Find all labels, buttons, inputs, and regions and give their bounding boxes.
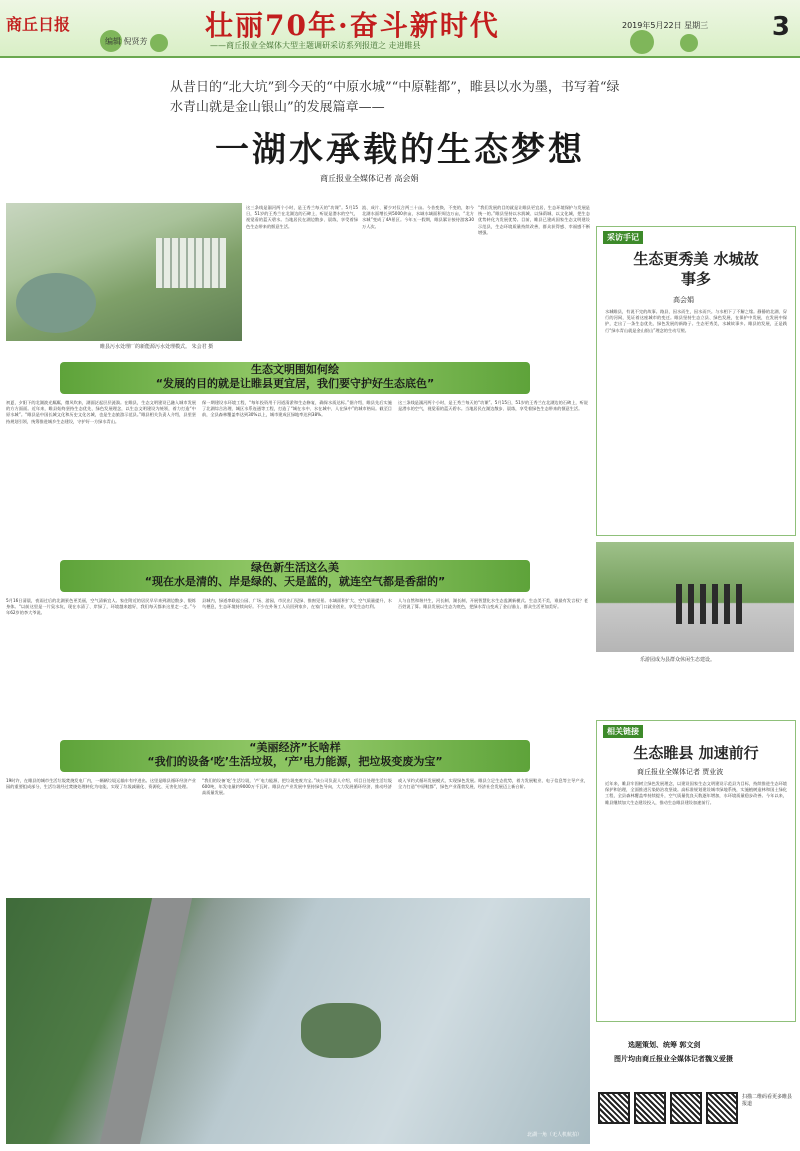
- tree-decoration: [150, 34, 168, 52]
- section-3-title: “美丽经济”长啥样: [249, 741, 341, 754]
- related-link-text: 近年来，睢县牢固树立绿色发展理念，以建设国家生态文明建设示范县为目标，持续推进生态环境保护和治理，全面推进污染防治攻坚战。高标准规划建设城市绿地系统，实施植树造林和国土绿化工程，全县森林覆盖率持续提升，空气质量优良天数逐年增加，水环境质量稳步改善。今年以来，睢县继续加大生态建设投入，推动生态睢县建设加速前行。: [605, 781, 787, 805]
- page-number: 3: [771, 12, 790, 42]
- section-3-quote: “我们的设备‘吃’生活垃圾，‘产’电力能源，把垃圾变废为宝”: [147, 755, 443, 768]
- sec2-column-mid: 县城内，绿道串联起公园、广场、游园，市民出门见绿、推窗见景。水域面积扩大、空气质量提升，水鸟栖息，生态环境持续向好。不少在外务工人员回到家乡，在家门口就业创业，享受生态红利。: [202, 598, 392, 610]
- newspaper-logo: 商丘日报: [6, 15, 71, 34]
- island-shape: [301, 1003, 381, 1058]
- tree-decoration: [630, 30, 654, 54]
- sec2-column-left: 5月16日清晨，夜雨过后的北湖景色更美丽，空气清新宜人。家住附近的居民早早来到湖边散步、锻炼身体。“以前这里是一片臭水坑，现在水清了、岸绿了，环境越来越好，我们每天都来这里走一走。”今年62岁的李大爷说。: [6, 598, 196, 616]
- qr-code-4[interactable]: [706, 1092, 738, 1124]
- interview-notes-title: 生态更秀美 水城故事多: [633, 250, 759, 288]
- section-2-quote: “现在水是清的、岸是绿的、天是蓝的，就连空气都是香甜的”: [144, 575, 446, 588]
- top-column-1: 这三条线是溺河两个小时，是王秀兰每天的“功课”。5月15日，51岁的王秀兰在北湖边的石碑上，听说是潜水的空气，视觉看的蓝天碧水。当地居民在湖边散步、晨练，享受着绿色生态带来的惬意生活。: [246, 205, 358, 229]
- river-shape: [16, 273, 96, 333]
- sec2-column-right: 人与自然和谐共生，河长制、湖长制，开展智慧化水生态监测新模式。生态美不美，谁最有发言权？老百姓说了算。睢县发展以生态为底色，把绿水青山变成了金山银山，群众生活更加美好。: [398, 598, 588, 610]
- series-subtitle: ——商丘报业全媒体大型主题调研采访系列报道之 走进睢县: [210, 41, 421, 50]
- sec1-column-mid: 保一期建设水环境工程，“每年投资用于河道清淤和生态修复，确保水质达标。”据介绍，睢县先后实施了北湖综合治理、城区水系连通等工程，打造了“城在水中、水在城中、人在绿中”的城市格局。截至目前，全县森林覆盖率达到30%以上，城市建成区绿地率达到38%。: [202, 400, 392, 418]
- related-link-title: 生态睢县 加速前行: [633, 744, 759, 762]
- section-2-title: 绿色新生活这么美: [251, 561, 339, 574]
- plant-buildings: [156, 238, 226, 288]
- section-heading-1: [60, 362, 530, 394]
- related-link-box: [596, 720, 796, 1022]
- series-banner: 壮丽70年·奋斗新时代: [205, 9, 500, 42]
- byline: 商丘报业全媒体记者 高会娟: [320, 174, 419, 183]
- section-1-quote: “发展的目的就是让睢县更宜居，我们要守护好生态底色”: [155, 377, 435, 390]
- sec1-column-right: 这三条线是溺河两个小时，是王秀兰每天的“功课”。5月15日，51岁的王秀兰在北湖边的石碑上，听说是潜水的空气，视觉看的蓝天碧水。当地居民在湖边散步、晨练，享受着绿色生态带来的惬意生活。: [398, 400, 588, 412]
- top-column-2: 流、成片、蓄少对仅合两三十亩。今昔变换，不变的，如今北湖水面增长到5000余亩，水域水域面积周边万亩，“北方水城”变成了4A景区。今年五一假期，睢县累计接待游客30万人次。: [362, 205, 474, 229]
- bottom-photo-caption: 北湖一角（无人机航拍）: [526, 1132, 582, 1138]
- interview-notes-text: 水城睢县，有说不完的故事。路县，因水而生，因水而兴。与水相下了不解之缘。静静的北湖、穿行的河网，见证着这座城市的变迁。睢县坚持生态立县、绿色发展，在保护中发展，在发展中保护，走出了一条生态优先、绿色发展的新路子。生态更秀美，水城故事多。睢县的发展，正是践行“绿水青山就是金山银山”理念的生动写照。: [605, 309, 787, 333]
- issue-date: 2019年5月22日 星期三: [622, 21, 709, 30]
- north-lake-aerial-photo: [6, 898, 590, 1144]
- qr-code-3[interactable]: [670, 1092, 702, 1124]
- tree-decoration: [680, 34, 698, 52]
- sec3-column-mid: “我们的设备‘吃’生活垃圾，‘产’电力能源，把垃圾变废为宝。”该公司负责人介绍，项目日处理生活垃圾600吨，年发电量约9000万千瓦时。睢县在产业发展中坚持绿色导向，大力发展循环经济，推动经济高质量发展。: [202, 778, 392, 796]
- park-visit-photo: [596, 542, 794, 652]
- lead-paragraph: 从昔日的“北大坑”到今天的“中原水城”“中原鞋都”，睢县以水为墨，书写着“绿水青山就是金山银山”的发展篇章——: [170, 80, 620, 115]
- related-link-tag: 相关链接: [603, 725, 643, 738]
- interview-notes-box: [596, 226, 796, 536]
- qr-code-note: 扫描二维码看更多睢县报道: [742, 1094, 793, 1107]
- sec1-column-left: 初夏，夕阳下的北湖波光粼粼，微风吹来，湖面泛起层层涟漪。在睢县，生态文明建设已融入城市发展的方方面面。近年来，睢县始终坚持生态优先、绿色发展理念，以生态文明建设为统领，着力打造“中原水城”。“睢县是中国长城文化和历史文化名城，也是生态旅游示范县。”睢县相关负责人介绍，县里坚持规划引领，统筹推进城乡生态建设，守护好一方绿水青山。: [6, 400, 196, 424]
- top-photo-caption: 睢县污水处理厂的新能源污水处理模式。 朱会君 摄: [100, 344, 214, 350]
- section-heading-3: [60, 740, 530, 772]
- interview-notes-tag: 采访手记: [603, 231, 643, 244]
- related-link-author: 商丘报业全媒体记者 贾业波: [637, 768, 724, 776]
- road-shape: [100, 898, 192, 1144]
- sec3-column-left: 19时许，在睢县的城市生活垃圾焚烧发电厂内，一辆辆垃圾运输车有序进出。这里是睢县循环经济产业园的重要组成部分，生活垃圾经过焚烧处理转化为电能，实现了垃圾减量化、资源化、无害化处理。: [6, 778, 196, 790]
- top-column-3: “我们发展的目的就是让睢县更宜居，生态环境保护与发展是统一的。”睢县坚持以水润城、以绿荫城、以文化城，把生态优势转化为发展优势。目前，睢县已建成国家生态文明建设示范县，生态环境质量持续改善，群众获得感、幸福感不断增强。: [478, 205, 590, 235]
- article-title: 一湖水承载的生态梦想: [215, 130, 585, 170]
- people-group: [676, 584, 746, 624]
- section-heading-2: [60, 560, 530, 592]
- interview-notes-author: 高会娟: [673, 296, 694, 304]
- qr-code-2[interactable]: [634, 1092, 666, 1124]
- water-treatment-photo: [6, 203, 242, 341]
- sec3-column-right: 或入节约式循环发展模式，实现绿色发展。睢县立足生态优势，着力发展鞋业、电子信息等主导产业，全力打造“中原鞋都”，绿色产业蓬勃发展，经济社会发展迈上新台阶。: [398, 778, 588, 790]
- qr-code-1[interactable]: [598, 1092, 630, 1124]
- planning-credit: 选题策划、统筹 郭文剑: [628, 1041, 701, 1049]
- mid-photo-caption: 乐游园成为县群众休闲生态建设。: [640, 657, 716, 663]
- photo-credit: 图片均由商丘报业全媒体记者魏义爱摄: [614, 1055, 733, 1063]
- editor-credit: 编辑 倪贤芳: [105, 37, 148, 46]
- section-1-title: 生态文明围如何绘: [251, 363, 339, 376]
